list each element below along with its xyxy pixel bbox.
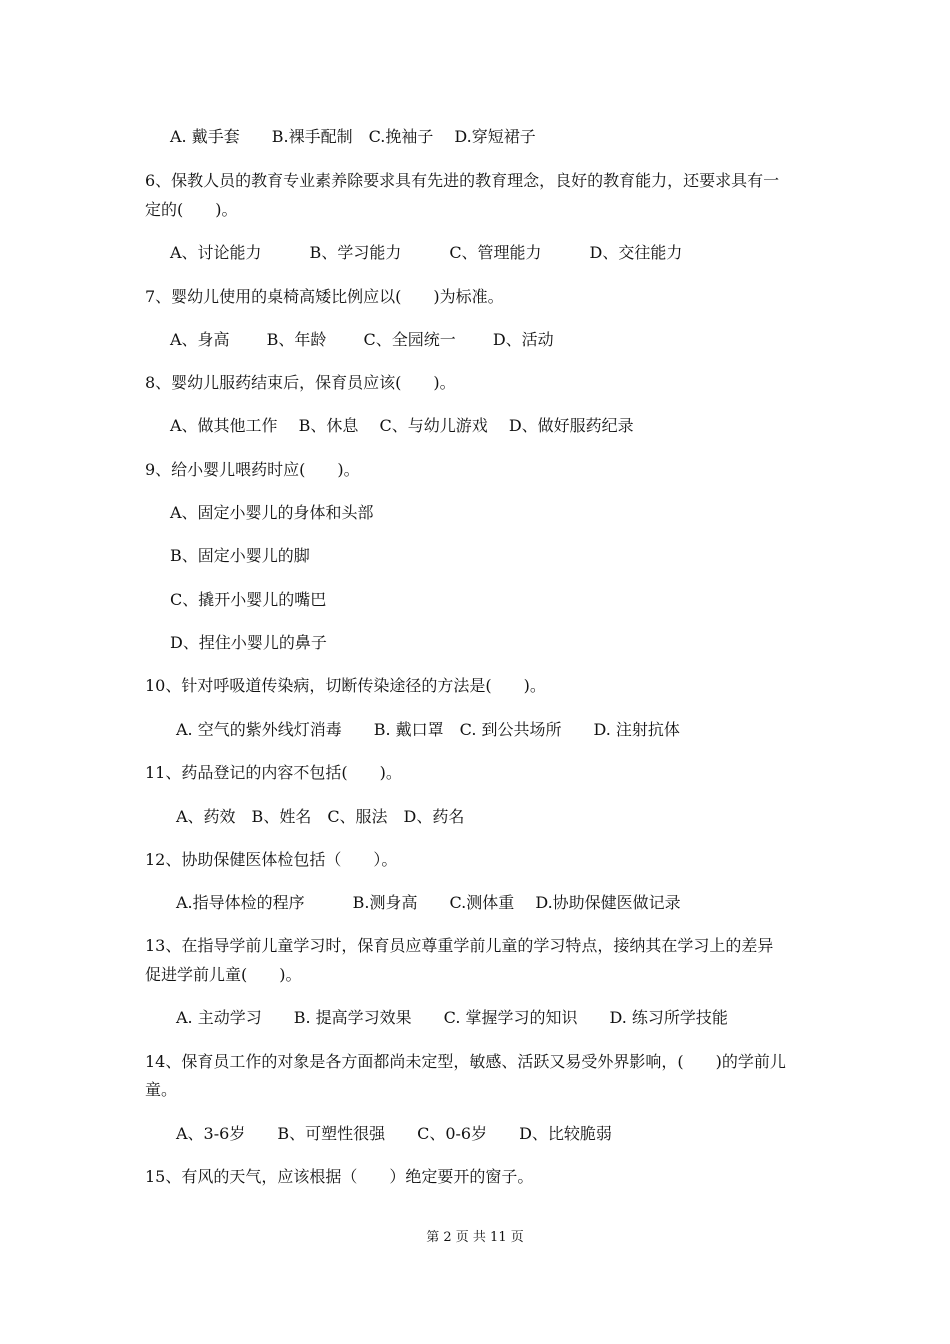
option-q9-a: A、固定小婴儿的身体和头部 — [170, 503, 374, 522]
question-12: 12、协助保健医体检包括（ ）。 — [145, 850, 398, 869]
options-q5: A. 戴手套 B.裸手配制 C.挽袖子 D.穿短裙子 — [170, 127, 536, 146]
options-q14: A、3-6岁 B、可塑性很强 C、0-6岁 D、比较脆弱 — [176, 1124, 612, 1143]
option-q9-d: D、捏住小婴儿的鼻子 — [170, 633, 327, 652]
option-q9-b: B、固定小婴儿的脚 — [170, 546, 310, 565]
question-9: 9、给小婴儿喂药时应( )。 — [145, 460, 360, 479]
question-7: 7、婴幼儿使用的桌椅高矮比例应以( )为标准。 — [145, 287, 504, 306]
question-10: 10、针对呼吸道传染病，切断传染途径的方法是( )。 — [145, 676, 546, 695]
page-footer: 第 2 页 共 11 页 — [426, 1230, 524, 1245]
options-q13: A. 主动学习 B. 提高学习效果 C. 掌握学习的知识 D. 练习所学技能 — [176, 1008, 728, 1027]
options-q7: A、身高 B、年龄 C、全园统一 D、活动 — [170, 330, 554, 349]
question-6-cont: 定的( )。 — [145, 200, 238, 219]
question-8: 8、婴幼儿服药结束后，保育员应该( )。 — [145, 373, 456, 392]
options-q6: A、讨论能力 B、学习能力 C、管理能力 D、交往能力 — [170, 243, 683, 262]
options-q10: A. 空气的紫外线灯消毒 B. 戴口罩 C. 到公共场所 D. 注射抗体 — [176, 720, 680, 739]
options-q12: A.指导体检的程序 B.测身高 C.测体重 D.协助保健医做记录 — [176, 893, 681, 912]
options-q11: A、药效 B、姓名 C、服法 D、药名 — [176, 807, 465, 826]
question-11: 11、药品登记的内容不包括( )。 — [145, 763, 402, 782]
question-14: 14、保育员工作的对象是各方面都尚未定型，敏感、活跃又易受外界影响，( )的学前儿 — [145, 1052, 786, 1071]
option-q9-c: C、撬开小婴儿的嘴巴 — [170, 590, 327, 609]
question-13: 13、在指导学前儿童学习时，保育员应尊重学前儿童的学习特点，接纳其在学习上的差异 — [145, 936, 774, 955]
question-15: 15、有风的天气，应该根据（ ）绝定要开的窗子。 — [145, 1167, 534, 1186]
question-6: 6、保教人员的教育专业素养除要求具有先进的教育理念，良好的教育能力，还要求具有一 — [145, 171, 780, 190]
question-13-cont: 促进学前儿童( )。 — [145, 965, 302, 984]
options-q8: A、做其他工作 B、休息 C、与幼儿游戏 D、做好服药纪录 — [170, 416, 634, 435]
question-14-cont: 童。 — [145, 1080, 178, 1099]
